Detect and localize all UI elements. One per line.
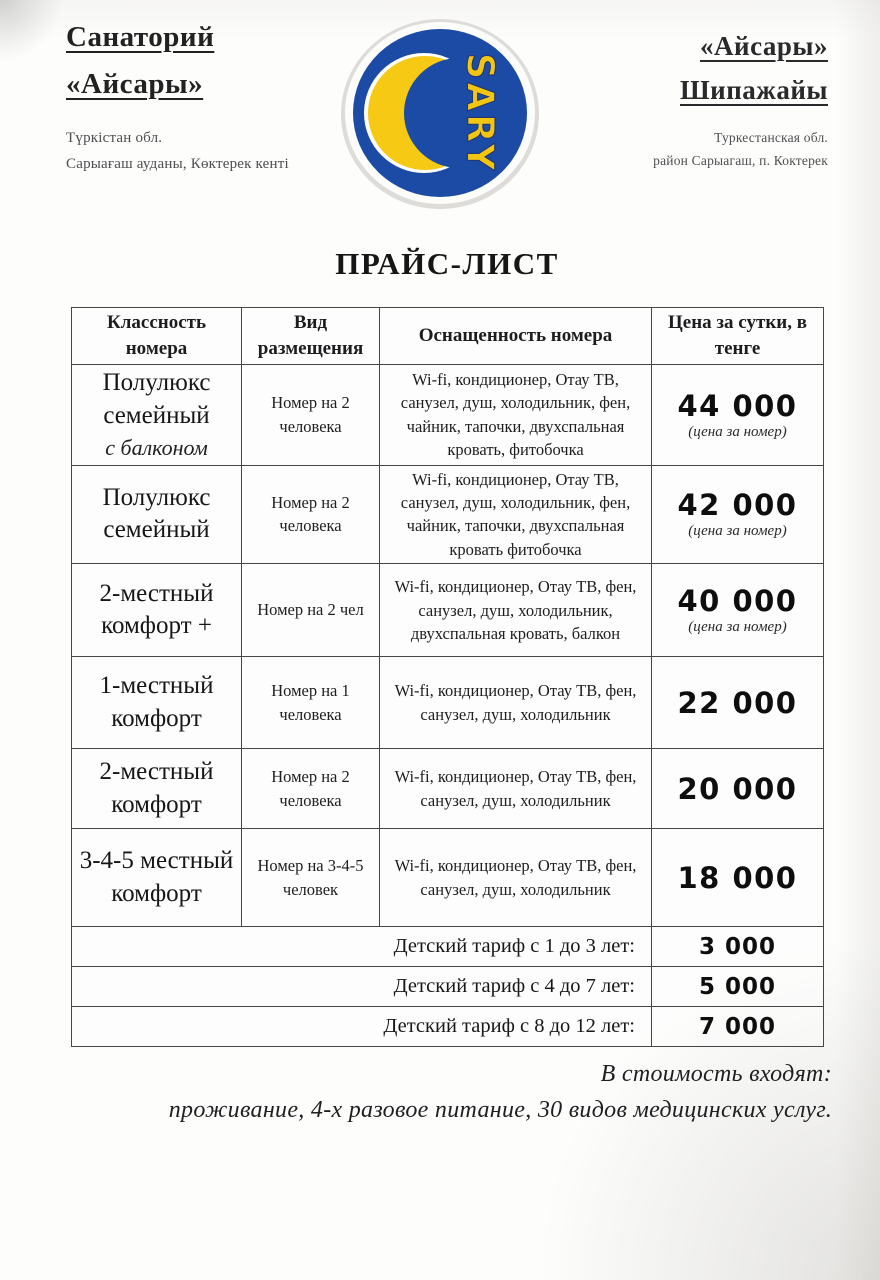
org-address-right: [548, 126, 828, 172]
org-name-right: [548, 24, 828, 172]
address-line: Түркістан обл.: [66, 130, 163, 146]
column-header-price: Цена за сутки, в тенге: [652, 308, 824, 365]
price-cell: [652, 829, 824, 927]
room-class-cell: [72, 657, 242, 749]
room-class: 1-местный комфорт: [99, 672, 214, 732]
table-row: [72, 365, 824, 466]
price-value: 40 000: [677, 584, 798, 619]
crescent-moon-icon: [340, 18, 540, 210]
address-line: Туркестанская обл.: [714, 130, 828, 145]
amenities-cell: Wi-fi, кондиционер, Отау ТВ, фен, санузел, душ, холодильник: [380, 749, 652, 829]
child-tariff-price: 7 000: [652, 1007, 824, 1047]
price-value: 20 000: [677, 771, 798, 806]
amenities-cell: Wi-fi, кондиционер, Отау ТВ, санузел, душ, холодильник, фен, чайник, тапочки, двухспальная кровать фитобочка: [380, 465, 652, 564]
included-services-list: проживание, 4-х разовое питание, 30 видов медицинских услуг.: [168, 1097, 832, 1123]
table-row: [72, 829, 824, 927]
price-value: 42 000: [677, 488, 798, 523]
amenities-cell: Wi-fi, кондиционер, Отау ТВ, фен, санузел, душ, холодильник: [380, 657, 652, 749]
child-tariff-label: Детский тариф с 4 до 7 лет:: [72, 967, 652, 1007]
price-note: (цена за номер): [688, 619, 787, 636]
table-row: [72, 564, 824, 657]
org-title-line: Санаторий: [66, 21, 215, 53]
included-services-note: [60, 1056, 832, 1128]
org-name-left: [66, 14, 336, 177]
room-class-cell: [72, 749, 242, 829]
room-class: 3-4-5 местный комфорт: [79, 847, 234, 907]
occupancy-cell: Номер на 3-4-5 человек: [242, 829, 380, 927]
org-address-left: [66, 125, 336, 177]
price-note: (цена за номер): [688, 523, 787, 540]
amenities-cell: Wi-fi, кондиционер, Отау ТВ, фен, санузел, душ, холодильник: [380, 829, 652, 927]
child-tariff-row: [72, 967, 824, 1007]
org-title-line: «Айсары»: [700, 31, 828, 61]
column-header-occupancy: Вид размещения: [242, 308, 380, 365]
price-table: [71, 307, 824, 1047]
price-cell: [652, 564, 824, 657]
logo-text: SARY: [458, 52, 502, 174]
sanatorium-logo: [340, 18, 540, 210]
price-cell: [652, 465, 824, 564]
occupancy-cell: Номер на 2 чел: [242, 564, 380, 657]
table-row: [72, 657, 824, 749]
child-tariff-price: 5 000: [652, 967, 824, 1007]
table-header-row: [72, 308, 824, 365]
page-title: ПРАЙС-ЛИСТ: [335, 246, 559, 281]
child-tariff-label: Детский тариф с 8 до 12 лет:: [72, 1007, 652, 1047]
price-cell: [652, 749, 824, 829]
child-tariff-price: 3 000: [652, 927, 824, 967]
room-class: Полулюкс семейный: [102, 483, 211, 544]
occupancy-cell: Номер на 2 человека: [242, 365, 380, 466]
amenities-cell: Wi-fi, кондиционер, Отау ТВ, санузел, душ, холодильник, фен, чайник, тапочки, двухспальная кровать, фитобочка: [380, 365, 652, 466]
org-title-line: Шипажайы: [680, 75, 828, 105]
room-class-cell: [72, 465, 242, 564]
price-value: 18 000: [677, 860, 798, 895]
price-value: 22 000: [677, 685, 798, 720]
occupancy-cell: Номер на 2 человека: [242, 749, 380, 829]
column-header-amenities: Оснащенность номера: [380, 308, 652, 365]
room-class: 2-местный комфорт: [99, 758, 214, 818]
occupancy-cell: Номер на 1 человека: [242, 657, 380, 749]
price-cell: [652, 657, 824, 749]
room-class: Полулюкс семейный: [102, 369, 211, 429]
price-cell: [652, 365, 824, 466]
room-class: 2-местный комфорт +: [99, 579, 214, 640]
room-class-cell: [72, 365, 242, 466]
room-class-cell: [72, 829, 242, 927]
address-line: Сарыағаш ауданы, Көктерек кенті: [66, 156, 289, 172]
child-tariff-row: [72, 927, 824, 967]
child-tariff-row: [72, 1007, 824, 1047]
price-note: (цена за номер): [688, 423, 787, 440]
column-header-room-class: Классность номера: [72, 308, 242, 365]
table-row: [72, 749, 824, 829]
room-class-note: с балконом: [105, 435, 208, 460]
included-services-heading: В стоимость входят:: [600, 1061, 832, 1087]
price-value: 44 000: [677, 388, 798, 423]
occupancy-cell: Номер на 2 человека: [242, 465, 380, 564]
table-row: [72, 465, 824, 564]
child-tariff-label: Детский тариф с 1 до 3 лет:: [72, 927, 652, 967]
org-title-line: «Айсары»: [66, 68, 204, 100]
address-line: район Сарыагаш, п. Коктерек: [653, 153, 828, 168]
room-class-cell: [72, 564, 242, 657]
amenities-cell: Wi-fi, кондиционер, Отау ТВ, фен, санузел, душ, холодильник, двухспальная кровать, балкон: [380, 564, 652, 657]
